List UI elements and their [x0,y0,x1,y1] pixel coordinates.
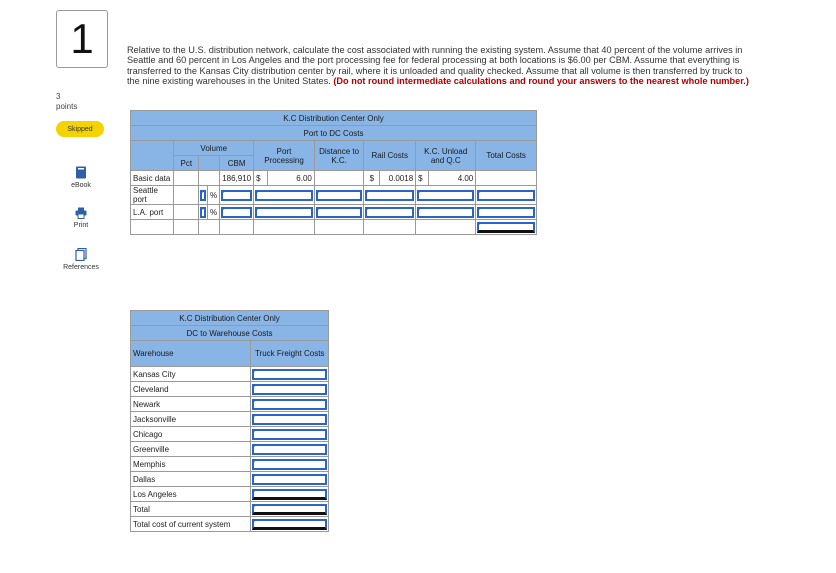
unload-qc-header: K.C. Unload and Q.C [416,141,476,171]
la-cbm-input[interactable] [221,207,252,218]
table-row [131,186,537,205]
rail-currency: $ [364,171,380,186]
cleveland-freight-input[interactable] [252,384,327,395]
empty-cell [314,220,364,235]
references-label: References [63,264,99,271]
la-unload-input[interactable] [417,207,474,218]
seattle-total-input[interactable] [477,190,535,201]
port-processing-header: Port Processing [254,141,315,171]
question-number: 1 [56,10,108,68]
table-row [131,171,537,186]
volume-header: Volume [174,141,254,156]
warehouse-name: Newark [131,397,251,412]
port-to-dc-table [130,110,537,235]
la-port-input[interactable] [255,207,313,218]
pct-symbol: % [208,205,220,220]
table2-subtitle: DC to Warehouse Costs [131,326,329,341]
empty-cell [174,220,199,235]
port-to-dc-total-input[interactable] [477,222,535,233]
warehouse-name: Memphis [131,457,251,472]
jacksonville-freight-input[interactable] [252,414,327,425]
la-rail-input[interactable] [365,207,414,218]
warehouse-name: Total cost of current system [131,517,251,532]
points-value: 3 [56,92,61,101]
empty-cell [254,220,315,235]
greenville-freight-input[interactable] [252,444,327,455]
distance-header: Distance to K.C. [314,141,364,171]
print-button[interactable] [56,207,106,229]
dallas-freight-input[interactable] [252,474,327,485]
question-text [127,45,757,87]
total-cost-current-system-input[interactable] [252,519,327,530]
la-pct-input[interactable] [200,207,206,218]
port-value: 6.00 [267,171,314,186]
port-currency: $ [254,171,268,186]
pct-spacer [199,156,220,171]
seattle-cbm-input[interactable] [221,190,252,201]
warehouse-name: Dallas [131,472,251,487]
cbm-value: 186,910 [220,171,254,186]
unload-value: 4.00 [429,171,476,186]
ebook-label: eBook [71,182,91,189]
question-instruction: (Do not round intermediate calculations and round your answers to the nearest whole number.) [333,76,749,87]
pct-cell [174,171,199,186]
row-label [131,220,174,235]
empty-cell [220,220,254,235]
table2-title: K.C Distribution Center Only [131,311,329,326]
chicago-freight-input[interactable] [252,429,327,440]
seattle-pct-input[interactable] [200,190,206,201]
warehouse-name: Kansas City [131,367,251,382]
seattle-distance-input[interactable] [316,190,363,201]
points-label: points [56,102,78,111]
pct-sym-cell [199,171,220,186]
table-row [131,205,537,220]
table-row [131,220,537,235]
rail-value: 0.0018 [380,171,416,186]
cbm-header: CBM [220,156,254,171]
row-label-header [131,141,174,171]
seattle-port-input[interactable] [255,190,313,201]
warehouse-header: Warehouse [131,341,251,367]
question-body: Relative to the U.S. distribution network, calculate the cost associated with running the existing system. Assume that 40 percent of the volume arrives in Seattle and 60 percent in Los Angeles and the port processing fee for federal processing at both locations is $6.00 per CBM. Assume that everything is transferred to the Kansas City distribution center by rail, where it is unloaded and quality checked. Assume that all volume is then transferred by truck to the nine existing warehouses in the United States. [127,45,743,87]
warehouse-name: Cleveland [131,382,251,397]
row-label: Basic data [131,171,174,186]
table1-title: K.C Distribution Center Only [131,111,537,126]
kansas-city-freight-input[interactable] [252,369,327,380]
la-total-input[interactable] [477,207,535,218]
table1-subtitle: Port to DC Costs [131,126,537,141]
print-label: Print [73,222,89,229]
truck-freight-header: Truck Freight Costs [251,341,329,367]
dc-to-warehouse-table [130,310,329,532]
pct-cell [174,205,199,220]
printer-icon [75,207,87,219]
references-icon [75,248,87,261]
pct-symbol: % [208,186,220,205]
rail-costs-header: Rail Costs [364,141,416,171]
seattle-rail-input[interactable] [365,190,414,201]
warehouse-name: Los Angeles [131,487,251,502]
empty-cell [364,220,416,235]
warehouse-name: Jacksonville [131,412,251,427]
total-cell [476,171,537,186]
total-freight-input[interactable] [252,504,327,515]
ebook-button[interactable] [56,166,106,189]
book-icon [75,166,87,179]
warehouse-name: Greenville [131,442,251,457]
pct-cell [174,186,199,205]
warehouse-name: Total [131,502,251,517]
warehouse-name: Chicago [131,427,251,442]
memphis-freight-input[interactable] [252,459,327,470]
seattle-unload-input[interactable] [417,190,474,201]
empty-cell [416,220,476,235]
la-distance-input[interactable] [316,207,363,218]
distance-cell [314,171,364,186]
references-button[interactable] [56,248,106,271]
points-info [56,92,77,112]
status-badge: Skipped [56,121,104,137]
row-label: L.A. port [131,205,174,220]
pct-header: Pct [174,156,199,171]
empty-cell [199,220,220,235]
total-costs-header: Total Costs [476,141,537,171]
unload-currency: $ [416,171,429,186]
los-angeles-freight-input[interactable] [252,489,327,500]
newark-freight-input[interactable] [252,399,327,410]
row-label: Seattle port [131,186,174,205]
